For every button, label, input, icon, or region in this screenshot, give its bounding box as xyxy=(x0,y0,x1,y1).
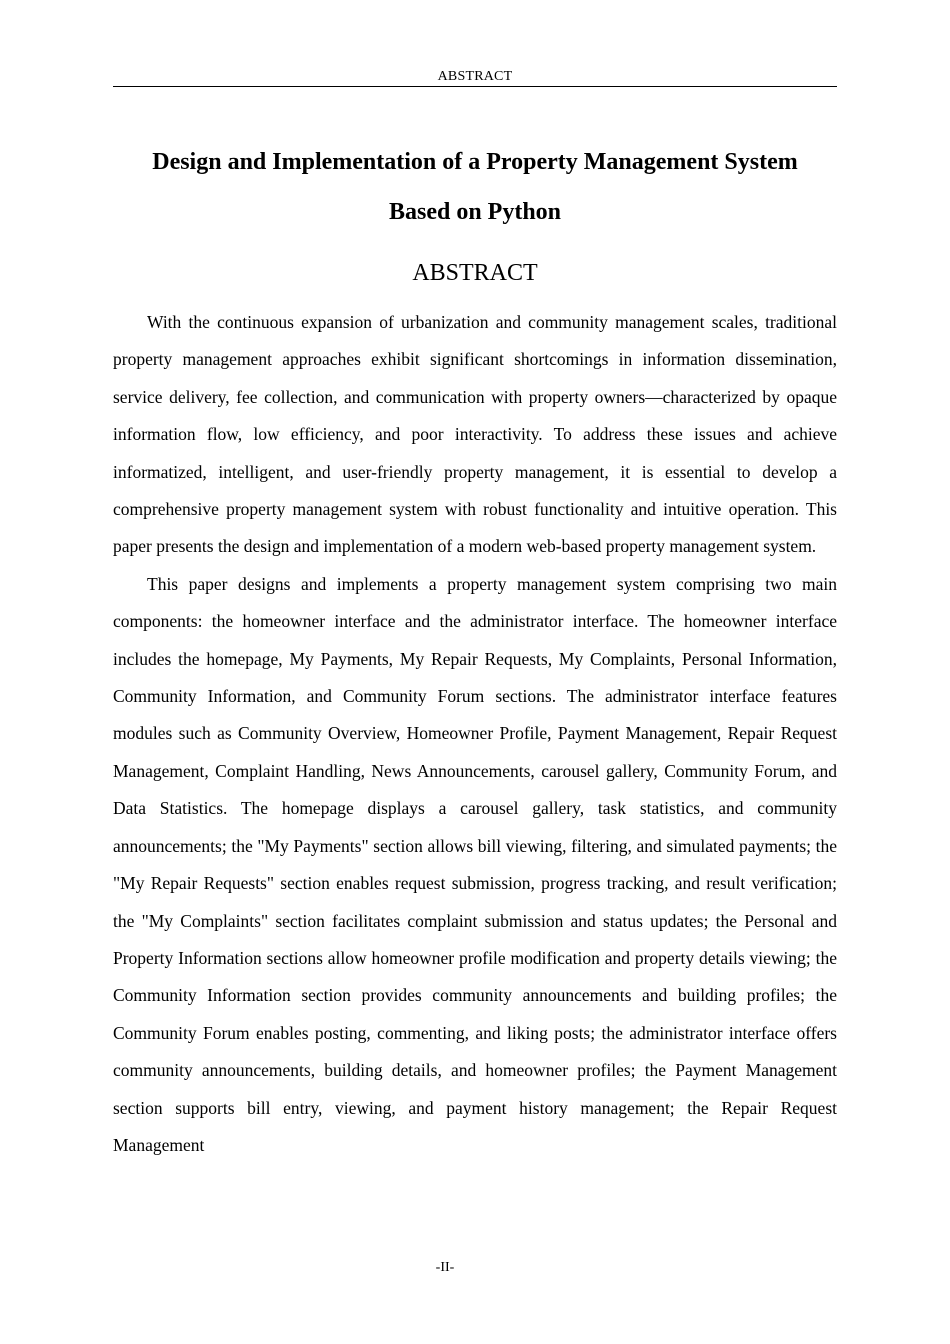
page-number: -II- xyxy=(435,1260,455,1275)
document-title xyxy=(113,137,837,237)
abstract-paragraph-2: This paper designs and implements a property management system comprising two main components: the homeowner interface and the administrator interface. The homeowner interface includes the homepage, My Payments, My Repair Requests, My Complaints, Personal Information, Community Information, and Community Forum sections. The administrator interface features modules such as Community Overview, Homeowner Profile, Payment Management, Repair Request Management, Complaint Handling, News Announcements, carousel gallery, Community Forum, and Data Statistics. The homepage displays a carousel gallery, task statistics, and community announcements; the "My Payments" section allows bill viewing, filtering, and simulated payments; the "My Repair Requests" section enables request submission, progress tracking, and result verification; the "My Complaints" section facilitates complaint submission and status updates; the Personal and Property Information sections allow homeowner profile modification and property details viewing; the Community Information section provides community announcements and building profiles; the Community Forum enables posting, commenting, and liking posts; the administrator interface offers community announcements, building details, and homeowner profiles; the Payment Management section supports bill entry, viewing, and payment history management; the Repair Request Management xyxy=(113,573,837,1155)
title-line-2: Based on Python xyxy=(388,199,562,225)
abstract-heading: ABSTRACT xyxy=(412,260,538,286)
abstract-paragraph-1: With the continuous expansion of urbanization and community management scales, traditional property management approaches exhibit significant shortcomings in information dissemination, service delivery, fee collection, and communication with property owners—characterized by opaque information flow, low efficiency, and poor interactivity. To address these issues and achieve informatized, intelligent, and user-friendly property management, it is essential to develop a comprehensive property management system with robust functionality and intuitive operation. This paper presents the design and implementation of a modern web-based property management system. xyxy=(113,312,837,557)
abstract-body xyxy=(113,304,837,1164)
title-line-1: Design and Implementation of a Property Management System xyxy=(152,149,798,175)
running-header: ABSTRACT xyxy=(113,68,837,87)
